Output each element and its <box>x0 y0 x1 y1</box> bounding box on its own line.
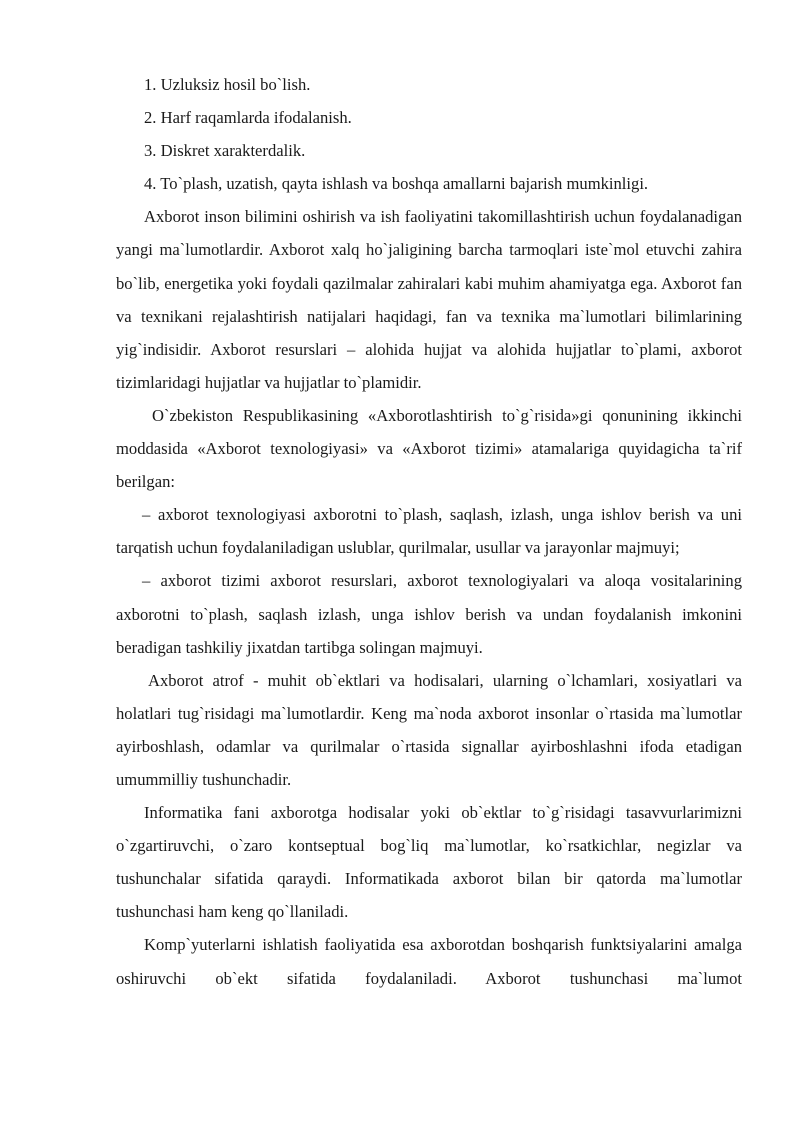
paragraph-axborot-texnologiyasi: – axborot texnologiyasi axborotni to`plash, saqlash, izlash, unga ishlov berish va uni tarqatish uchun foydalaniladigan uslublar, qurilmalar, usullar va jarayonlar majmuyi; <box>116 505 742 558</box>
paragraph-kompyuterlar: Komp`yuterlarni ishlatish faoliyatida esa axborotdan boshqarish funktsiyalarini amalga oshiruvchi ob`ekt sifatida foydalaniladi. Axborot tushunchasi ma`lumot <box>116 935 742 988</box>
paragraph-law-reference: O`zbekiston Respublikasining «Axborotlashtirish to`g`risida»gi qonunining ikkinchi moddasida «Axborot texnologiyasi» va «Axborot tizimi» atamalariga quyidagicha ta`rif berilgan: <box>116 405 742 492</box>
paragraph-axborot-atrof-muhit: Axborot atrof - muhit ob`ektlari va hodisalari, ularning o`lchamlari, xosiyatlari va holatlari tug`risidagi ma`lumotlardir. Keng ma`noda axborot insonlar o`rtasida ma`lumotlar ayirboshlash, odamlar va qurilmalar o`rtasida signallar ayirboshlashni ifoda etadigan umummilliy tushunchadir. <box>116 670 742 789</box>
paragraph-axborot-tizimi: – axborot tizimi axborot resurslari, axborot texnologiyalari va aloqa vositalarining axborotni to`plash, saqlash izlash, unga ishlov berish va undan foydalanish imkonini beradigan tashkiliy jixatdan tartibga solingan majmuyi. <box>116 571 742 657</box>
document-page <box>116 68 742 995</box>
paragraph-informatika: Informatika fani axborotga hodisalar yoki ob`ektlar to`g`risidagi tasavvurlarimizni o`zgartiruvchi, o`zaro kontseptual bog`liq ma`lumotlar, ko`rsatkichlar, negizlar va tushunchalar sifatida qaraydi. Informatikada axborot bilan bir qatorda ma`lumotlar tushunchasi ham keng qo`llaniladi. <box>116 803 742 922</box>
list-item-4: 4. To`plash, uzatish, qayta ishlash va boshqa amallarni bajarish mumkinligi. <box>144 174 649 194</box>
list-item-2: 2. Harf raqamlarda ifodalanish. <box>144 108 352 128</box>
paragraph-axborot-definition: Axborot inson bilimini oshirish va ish faoliyatini takomillashtirish uchun foydalanadigan yangi ma`lumotlardir. Axborot xalq ho`jaligining barcha tarmoqlari iste`mol etuvchi zahira bo`lib, energetika yoki foydali qazilmalar zahiralari kabi muhim ahamiyatga ega. Axborot fan va texnikani rejalashtirish natijalari haqidagi, fan va texnika ma`lumotlari bilimlarining yig`indisidir. Axborot resurslari – alohida hujjat va alohida hujjatlar to`plami, axborot tizimlaridagi hujjatlar va hujjatlar to`plamidir. <box>116 207 742 392</box>
list-item-1: 1. Uzluksiz hosil bo`lish. <box>144 75 311 94</box>
list-item-3: 3. Diskret xarakterdalik. <box>144 141 306 161</box>
